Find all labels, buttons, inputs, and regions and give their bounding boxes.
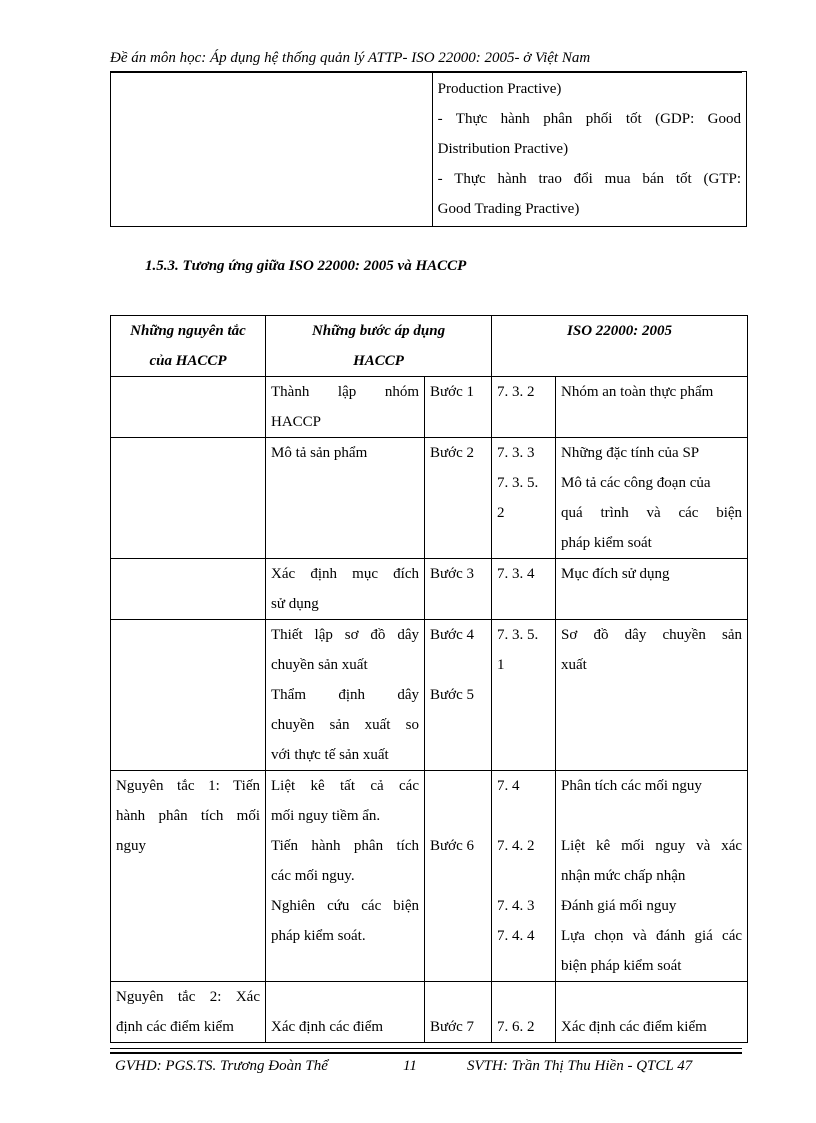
principle-cell xyxy=(111,982,266,1043)
step-text-cell xyxy=(266,982,425,1043)
step-no-line: Bước 3 xyxy=(430,566,474,582)
principle-line: Nguyên tắc 2: Xác xyxy=(116,989,260,1005)
table-header-row xyxy=(111,316,748,377)
table-row xyxy=(111,982,748,1043)
table-row xyxy=(111,620,748,771)
step-text-line: Thành lập nhóm xyxy=(271,384,419,400)
header-principles xyxy=(111,316,266,377)
iso-code-line: 7. 3. 3 xyxy=(497,445,535,461)
iso-code-line: 7. 3. 2 xyxy=(497,384,535,400)
step-text-line: HACCP xyxy=(271,414,322,430)
step-text-line: mối nguy tiềm ẩn. xyxy=(271,808,381,824)
iso-text-line: nhận mức chấp nhận xyxy=(561,868,686,884)
iso-text-cell xyxy=(556,771,748,982)
iso-code-line: 7. 6. 2 xyxy=(497,1019,535,1035)
iso-text-cell xyxy=(556,559,748,620)
step-text-cell xyxy=(266,377,425,438)
continued-table xyxy=(110,71,747,227)
iso-text-line: quá trình và các biện xyxy=(561,505,743,521)
footer-page-number: 11 xyxy=(403,1058,417,1074)
step-no-cell xyxy=(425,982,492,1043)
step-text-line: chuyền sản xuất so xyxy=(271,717,419,733)
iso-text-line xyxy=(561,982,742,1012)
iso-text-line: Đánh giá mối nguy xyxy=(561,898,677,914)
iso-code-cell xyxy=(492,438,556,559)
step-no-line: Bước 5 xyxy=(430,687,474,703)
step-text-line: chuyền sản xuất xyxy=(271,657,368,673)
step-text-cell xyxy=(266,620,425,771)
step-no-line xyxy=(430,801,486,831)
continued-table-text-cell xyxy=(432,72,746,227)
principle-cell xyxy=(111,438,266,559)
iso-code-cell xyxy=(492,771,556,982)
mapping-table xyxy=(110,315,748,1043)
iso-text-line: biện pháp kiểm soát xyxy=(561,958,682,974)
step-no-line xyxy=(430,982,486,1012)
footer-student: SVTH: Trần Thị Thu Hiền - QTCL 47 xyxy=(467,1058,693,1074)
iso-code-cell xyxy=(492,559,556,620)
iso-code-cell xyxy=(492,982,556,1043)
iso-text-line: Sơ đồ dây chuyền sản xyxy=(561,627,743,643)
step-text-line: các mối nguy. xyxy=(271,868,355,884)
iso-code-line: 7. 4. 2 xyxy=(497,838,535,854)
iso-text-cell xyxy=(556,620,748,771)
continued-line-5: Good Trading Practive) xyxy=(437,201,580,217)
step-text-line: Nghiên cứu các biện xyxy=(271,898,419,914)
continued-line-1: Production Practive) xyxy=(437,81,562,97)
iso-code-line: 7. 3. 5. xyxy=(497,475,539,491)
continued-line-3: Distribution Practive) xyxy=(437,141,569,157)
step-text-line: Xác định mục đích xyxy=(271,566,419,582)
principle-line: hành phân tích mối xyxy=(116,808,260,824)
step-text-line: Thiết lập sơ đồ dây xyxy=(271,627,419,643)
section-title: 1.5.3. Tương ứng giữa ISO 22000: 2005 và HACCP xyxy=(145,258,467,274)
iso-text-cell xyxy=(556,377,748,438)
step-no-line xyxy=(430,650,486,680)
table-row xyxy=(111,559,748,620)
step-text-cell xyxy=(266,438,425,559)
iso-text-line: Phân tích các mối nguy xyxy=(561,778,702,794)
iso-code-line: 7. 4. 4 xyxy=(497,928,535,944)
header-steps-line-1: Những bước áp dụng xyxy=(311,323,446,339)
iso-code-line: 7. 4 xyxy=(497,778,520,794)
iso-text-line: Những đặc tính của SP xyxy=(561,445,700,461)
step-text-line: Mô tả sản phẩm xyxy=(271,445,368,461)
step-no-cell xyxy=(425,559,492,620)
step-text-cell xyxy=(266,559,425,620)
step-no-cell xyxy=(425,438,492,559)
footer-supervisor: GVHD: PGS.TS. Trương Đoàn Thể xyxy=(115,1058,328,1074)
iso-code-line: 1 xyxy=(497,657,505,673)
iso-text-line: pháp kiểm soát xyxy=(561,535,652,551)
iso-code-line: 7. 4. 3 xyxy=(497,898,535,914)
continued-table-empty-cell xyxy=(111,72,433,227)
principle-cell xyxy=(111,559,266,620)
iso-code-line xyxy=(497,982,550,1012)
step-text-cell xyxy=(266,771,425,982)
table-body xyxy=(111,377,748,1043)
header-iso-line: ISO 22000: 2005 xyxy=(567,323,673,339)
step-text-line xyxy=(271,982,419,1012)
header-steps xyxy=(266,316,492,377)
step-no-line: Bước 4 xyxy=(430,627,474,643)
step-text-line: Thẩm định dây xyxy=(271,687,419,703)
principle-line: Nguyên tắc 1: Tiến xyxy=(116,778,260,794)
iso-code-line: 7. 3. 5. xyxy=(497,627,539,643)
iso-code-cell xyxy=(492,377,556,438)
step-text-line: Liệt kê tất cả các xyxy=(271,778,419,794)
iso-text-line: Mô tả các công đoạn của xyxy=(561,475,711,491)
iso-code-line xyxy=(497,801,550,831)
principle-line: định các điểm kiểm xyxy=(116,1019,234,1035)
table-row xyxy=(111,377,748,438)
step-text-line: với thực tế sản xuất xyxy=(271,747,389,763)
iso-text-line: xuất xyxy=(561,657,587,673)
iso-text-line: Xác định các điểm kiểm xyxy=(561,1019,707,1035)
iso-text-line: Mục đích sử dụng xyxy=(561,566,670,582)
table-row xyxy=(111,438,748,559)
step-text-line: Tiến hành phân tích xyxy=(271,838,419,854)
table-row xyxy=(111,771,748,982)
step-no-cell xyxy=(425,771,492,982)
continued-line-4: - Thực hành trao đổi mua bán tốt (GTP: xyxy=(437,171,741,187)
iso-code-cell xyxy=(492,620,556,771)
iso-text-line: Liệt kê mối nguy và xác xyxy=(561,838,743,854)
step-no-line xyxy=(430,771,486,801)
iso-text-line: Nhóm an toàn thực phẩm xyxy=(561,384,714,400)
iso-text-cell xyxy=(556,438,748,559)
step-no-cell xyxy=(425,620,492,771)
footer-rule-thin xyxy=(110,1048,742,1049)
header-steps-line-2: HACCP xyxy=(353,353,404,369)
step-no-line: Bước 6 xyxy=(430,838,474,854)
iso-text-line xyxy=(561,801,742,831)
principle-cell xyxy=(111,620,266,771)
principle-cell xyxy=(111,377,266,438)
iso-code-line: 7. 3. 4 xyxy=(497,566,535,582)
page-header: Đề án môn học: Áp dụng hệ thống quản lý ATTP- ISO 22000: 2005- ở Việt Nam xyxy=(110,46,742,73)
iso-code-line: 2 xyxy=(497,505,505,521)
step-no-line: Bước 2 xyxy=(430,445,474,461)
iso-text-cell xyxy=(556,982,748,1043)
header-principles-line-2: của HACCP xyxy=(149,353,227,369)
step-text-line: sử dụng xyxy=(271,596,319,612)
continued-line-2: - Thực hành phân phối tốt (GDP: Good xyxy=(437,111,741,127)
step-text-line: Xác định các điểm xyxy=(271,1019,384,1035)
header-principles-line-1: Những nguyên tắc xyxy=(130,323,246,339)
header-iso xyxy=(492,316,748,377)
iso-code-line xyxy=(497,861,550,891)
principle-cell xyxy=(111,771,266,982)
principle-line: nguy xyxy=(116,838,146,854)
iso-text-line: Lựa chọn và đánh giá các xyxy=(561,928,743,944)
step-text-line: pháp kiểm soát. xyxy=(271,928,366,944)
step-no-cell xyxy=(425,377,492,438)
step-no-line: Bước 7 xyxy=(430,1019,474,1035)
step-no-line: Bước 1 xyxy=(430,384,474,400)
